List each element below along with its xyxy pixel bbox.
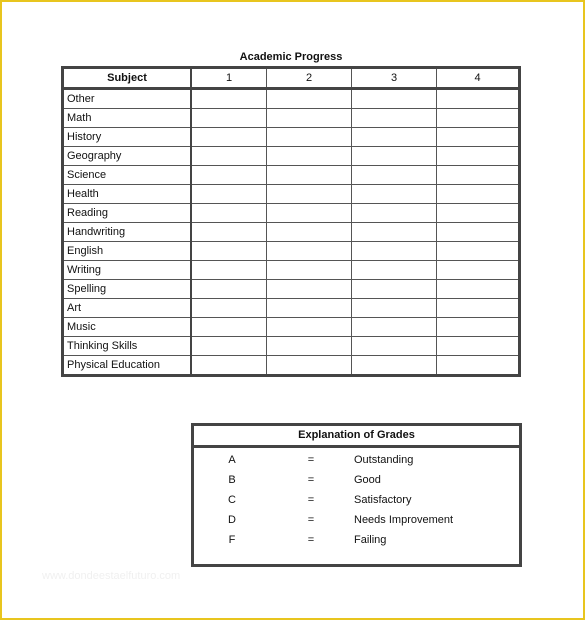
grade-cell[interactable]	[352, 204, 437, 223]
grade-cell[interactable]	[191, 147, 267, 166]
grade-cell[interactable]	[191, 299, 267, 318]
grade-cell[interactable]	[352, 128, 437, 147]
grades-legend	[191, 423, 522, 567]
watermark: www.dondeestaelfuturo.com	[42, 570, 181, 582]
grade-cell[interactable]	[191, 337, 267, 356]
grade-cell[interactable]	[352, 261, 437, 280]
grade-cell[interactable]	[437, 109, 520, 128]
grade-cell[interactable]	[191, 356, 267, 376]
table-row	[63, 261, 520, 280]
table-row	[63, 299, 520, 318]
grade-cell[interactable]	[437, 318, 520, 337]
grade-cell[interactable]	[267, 261, 352, 280]
subject-cell: Reading	[63, 204, 192, 223]
grade-letter: D	[228, 514, 236, 526]
grade-cell[interactable]	[352, 89, 437, 109]
grade-cell[interactable]	[352, 356, 437, 376]
grade-cell[interactable]	[191, 109, 267, 128]
grade-cell[interactable]	[352, 299, 437, 318]
grade-cell[interactable]	[352, 223, 437, 242]
grade-cell[interactable]	[352, 109, 437, 128]
grade-cell[interactable]	[267, 128, 352, 147]
grade-cell[interactable]	[267, 356, 352, 376]
grade-cell[interactable]	[352, 166, 437, 185]
table-row	[63, 166, 520, 185]
grade-row	[194, 530, 519, 550]
subject-cell: Math	[63, 109, 192, 128]
subject-cell: Physical Education	[63, 356, 192, 376]
subject-cell: Music	[63, 318, 192, 337]
grade-cell[interactable]	[267, 223, 352, 242]
grade-cell[interactable]	[267, 204, 352, 223]
grade-letter: A	[228, 454, 236, 466]
grade-cell[interactable]	[191, 223, 267, 242]
grade-cell[interactable]	[267, 280, 352, 299]
grade-letter: F	[228, 534, 236, 546]
table-row	[63, 89, 520, 109]
grade-cell[interactable]	[267, 147, 352, 166]
grade-cell[interactable]	[437, 204, 520, 223]
grade-cell[interactable]	[267, 337, 352, 356]
column-header-3: 3	[352, 68, 437, 89]
grade-cell[interactable]	[437, 223, 520, 242]
progress-table	[61, 66, 521, 377]
grade-cell[interactable]	[267, 109, 352, 128]
grade-cell[interactable]	[191, 261, 267, 280]
grade-cell[interactable]	[191, 128, 267, 147]
grade-cell[interactable]	[437, 128, 520, 147]
grade-cell[interactable]	[352, 147, 437, 166]
table-row	[63, 242, 520, 261]
subject-cell: Science	[63, 166, 192, 185]
table-row	[63, 280, 520, 299]
grade-cell[interactable]	[191, 204, 267, 223]
grade-cell[interactable]	[191, 318, 267, 337]
grade-description: Failing	[354, 534, 387, 546]
subject-cell: Spelling	[63, 280, 192, 299]
grade-row	[194, 490, 519, 510]
table-row	[63, 337, 520, 356]
subject-cell: Writing	[63, 261, 192, 280]
grade-cell[interactable]	[267, 299, 352, 318]
column-header-2: 2	[267, 68, 352, 89]
grade-cell[interactable]	[267, 185, 352, 204]
grade-cell[interactable]	[267, 242, 352, 261]
subject-cell: Handwriting	[63, 223, 192, 242]
table-row	[63, 185, 520, 204]
grade-description: Satisfactory	[354, 494, 412, 506]
table-header-row	[63, 68, 520, 89]
subject-cell: English	[63, 242, 192, 261]
subject-cell: Thinking Skills	[63, 337, 192, 356]
document-page	[2, 2, 583, 618]
grade-letter: C	[228, 494, 236, 506]
subject-cell: History	[63, 128, 192, 147]
subject-column-header: Subject	[63, 68, 192, 89]
grade-cell[interactable]	[191, 242, 267, 261]
grade-cell[interactable]	[191, 185, 267, 204]
grade-cell[interactable]	[267, 166, 352, 185]
grade-cell[interactable]	[437, 337, 520, 356]
grade-cell[interactable]	[267, 89, 352, 109]
subject-cell: Other	[63, 89, 192, 109]
grade-cell[interactable]	[437, 299, 520, 318]
grade-cell[interactable]	[437, 185, 520, 204]
table-row	[63, 223, 520, 242]
grade-row	[194, 470, 519, 490]
grade-cell[interactable]	[437, 242, 520, 261]
table-row	[63, 109, 520, 128]
grade-cell[interactable]	[352, 280, 437, 299]
grades-title: Explanation of Grades	[194, 426, 519, 448]
grade-cell[interactable]	[437, 261, 520, 280]
grade-cell[interactable]	[437, 280, 520, 299]
grade-row	[194, 510, 519, 530]
grade-letter: B	[228, 474, 236, 486]
page-title: Academic Progress	[239, 51, 343, 63]
grade-cell[interactable]	[437, 89, 520, 109]
grade-cell[interactable]	[191, 166, 267, 185]
grade-cell[interactable]	[352, 318, 437, 337]
subject-cell: Art	[63, 299, 192, 318]
table-row	[63, 204, 520, 223]
equals-sign: =	[307, 514, 315, 526]
subject-cell: Health	[63, 185, 192, 204]
column-header-1: 1	[191, 68, 267, 89]
grade-cell[interactable]	[352, 185, 437, 204]
grade-cell[interactable]	[437, 147, 520, 166]
grade-cell[interactable]	[437, 356, 520, 376]
grade-cell[interactable]	[191, 280, 267, 299]
grade-row	[194, 450, 519, 470]
column-header-4: 4	[437, 68, 520, 89]
grade-cell[interactable]	[267, 318, 352, 337]
subject-cell: Geography	[63, 147, 192, 166]
grade-cell[interactable]	[352, 337, 437, 356]
equals-sign: =	[307, 474, 315, 486]
equals-sign: =	[307, 494, 315, 506]
grade-cell[interactable]	[437, 166, 520, 185]
equals-sign: =	[307, 454, 315, 466]
table-row	[63, 356, 520, 376]
table-row	[63, 147, 520, 166]
grade-description: Outstanding	[354, 454, 414, 466]
table-row	[63, 128, 520, 147]
grade-cell[interactable]	[352, 242, 437, 261]
equals-sign: =	[307, 534, 315, 546]
grade-description: Good	[354, 474, 381, 486]
table-row	[63, 318, 520, 337]
grade-cell[interactable]	[191, 89, 267, 109]
grade-description: Needs Improvement	[354, 514, 454, 526]
